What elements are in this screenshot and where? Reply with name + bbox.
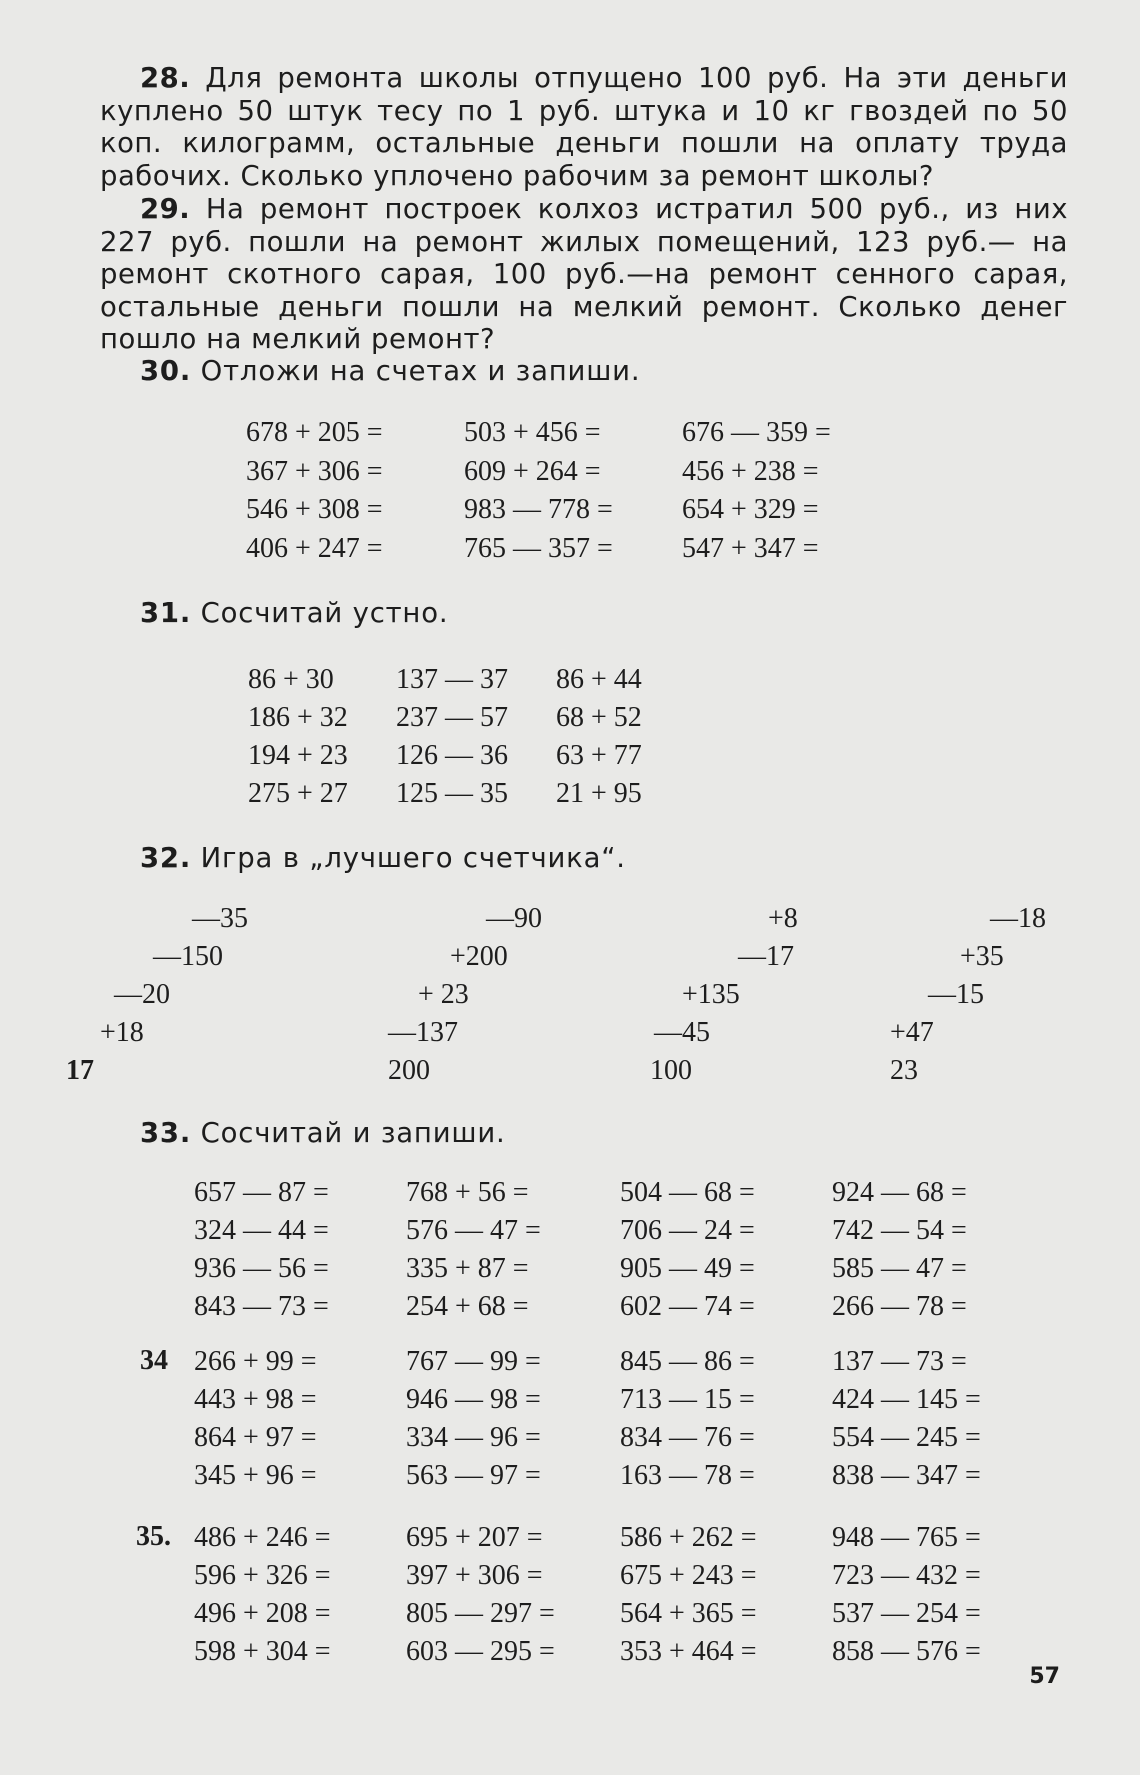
expression: 443 + 98 = (194, 1384, 317, 1415)
expression: 335 + 87 = (406, 1253, 529, 1284)
chain-start-number: 23 (890, 1055, 918, 1086)
expression-row (246, 414, 902, 453)
expression: 194 + 23 (248, 740, 348, 771)
expression-row (246, 491, 902, 530)
problem-28 (100, 62, 1068, 192)
expression: 936 — 56 = (194, 1253, 329, 1284)
expression: 503 + 456 = (464, 417, 601, 449)
expression: 21 + 95 (556, 778, 642, 809)
expression: 504 — 68 = (620, 1177, 755, 1208)
expression-row (194, 1381, 1042, 1419)
chain-step: +8 (768, 903, 798, 934)
problem-31-number: 31. (140, 597, 192, 629)
expression: 537 — 254 = (832, 1598, 981, 1629)
expression: 576 — 47 = (406, 1215, 541, 1246)
expression-row (194, 1633, 1042, 1671)
problem-32-heading (140, 842, 626, 874)
expression: 843 — 73 = (194, 1291, 329, 1322)
exercise-35-grid (194, 1519, 1042, 1671)
expression: 596 + 326 = (194, 1560, 331, 1591)
chain-step: —90 (486, 903, 542, 934)
expression-row (194, 1212, 1042, 1250)
problem-29-number: 29. (140, 193, 191, 225)
exercise-35-number: 35. (136, 1521, 171, 1552)
expression: 864 + 97 = (194, 1422, 317, 1453)
expression-row (194, 1595, 1042, 1633)
chain-step: +35 (960, 941, 1004, 972)
expression: 602 — 74 = (620, 1291, 755, 1322)
expression: 546 + 308 = (246, 494, 383, 526)
expression: 563 — 97 = (406, 1460, 541, 1491)
expression-row (194, 1288, 1042, 1326)
expression: 125 — 35 (396, 778, 508, 809)
expression: 678 + 205 = (246, 417, 383, 449)
chain-step: —15 (928, 979, 984, 1010)
expression: 496 + 208 = (194, 1598, 331, 1629)
expression: 834 — 76 = (620, 1422, 755, 1453)
expression: 676 — 359 = (682, 417, 831, 449)
expression: 564 + 365 = (620, 1598, 757, 1629)
expression: 713 — 15 = (620, 1384, 755, 1415)
expression: 424 — 145 = (832, 1384, 981, 1415)
exercise-33-grid (194, 1174, 1042, 1326)
problem-32-number: 32. (140, 842, 192, 874)
problem-30-number: 30. (140, 355, 192, 387)
expression: 858 — 576 = (832, 1636, 981, 1667)
expression: 275 + 27 (248, 778, 348, 809)
expression: 585 — 47 = (832, 1253, 967, 1284)
expression: 905 — 49 = (620, 1253, 755, 1284)
problem-33-heading (140, 1117, 506, 1149)
problem-33-number: 33. (140, 1117, 192, 1149)
expression: 68 + 52 (556, 702, 642, 733)
problem-33-title: Сосчитай и запиши. (200, 1117, 506, 1149)
expression-row (248, 737, 696, 775)
expression: 838 — 347 = (832, 1460, 981, 1491)
expression: 706 — 24 = (620, 1215, 755, 1246)
expression-row (194, 1557, 1042, 1595)
problem-28-text: Для ремонта школы отпущено 100 руб. На эти деньги куплено 50 штук тесу по 1 руб. штука и 10 кг гвоздей по 50 коп. килограмм, остальные деньги пошли на оплату труда рабочих. Сколько уплочено рабочим за ремонт школы? (100, 62, 1068, 192)
chain-step: —45 (654, 1017, 710, 1048)
expression: 86 + 44 (556, 664, 642, 695)
problem-32-title: Игра в „лучшего счетчика“. (200, 842, 626, 874)
expression-row (246, 530, 902, 569)
chain-step: +18 (100, 1017, 144, 1048)
expression: 367 + 306 = (246, 455, 383, 487)
expression: 163 — 78 = (620, 1460, 755, 1491)
expression-row (194, 1519, 1042, 1557)
chain-step: +47 (890, 1017, 934, 1048)
expression-row (248, 661, 696, 699)
problem-31-heading (140, 597, 448, 629)
exercise-30-grid (246, 414, 902, 568)
expression-row (194, 1250, 1042, 1288)
chain-start-number: 17 (66, 1055, 94, 1086)
exercise-31-grid (248, 661, 696, 813)
chain-start-number: 100 (650, 1055, 692, 1086)
expression: 554 — 245 = (832, 1422, 981, 1453)
expression: 353 + 464 = (620, 1636, 757, 1667)
expression: 186 + 32 (248, 702, 348, 733)
expression: 695 + 207 = (406, 1522, 543, 1553)
chain-step: —35 (192, 903, 248, 934)
expression: 86 + 30 (248, 664, 334, 695)
expression: 924 — 68 = (832, 1177, 967, 1208)
expression: 765 — 357 = (464, 532, 613, 564)
expression-row (248, 775, 696, 813)
expression: 946 — 98 = (406, 1384, 541, 1415)
exercise-34-grid (194, 1343, 1042, 1495)
problem-29-text: На ремонт построек колхоз истратил 500 руб., из них 227 руб. пошли на ремонт жилых помещений, 123 руб.— на ремонт скотного сарая, 100 руб.—на ремонт сенного сарая, остальные деньги пошли на мелкий ремонт. Сколько денег пошло на мелкий ремонт? (100, 193, 1069, 355)
chain-step: —150 (153, 941, 223, 972)
expression: 654 + 329 = (682, 494, 819, 526)
chain-step: —137 (388, 1017, 458, 1048)
expression: 324 — 44 = (194, 1215, 329, 1246)
chain-step: +135 (682, 979, 740, 1010)
problem-30-title: Отложи на счетах и запиши. (200, 355, 641, 387)
chain-step: —18 (990, 903, 1046, 934)
expression-row (248, 699, 696, 737)
expression: 63 + 77 (556, 740, 642, 771)
expression: 609 + 264 = (464, 455, 601, 487)
expression: 254 + 68 = (406, 1291, 529, 1322)
expression: 486 + 246 = (194, 1522, 331, 1553)
expression: 723 — 432 = (832, 1560, 981, 1591)
expression: 767 — 99 = (406, 1346, 541, 1377)
expression-row (194, 1419, 1042, 1457)
expression: 345 + 96 = (194, 1460, 317, 1491)
expression: 137 — 37 (396, 664, 508, 695)
expression: 547 + 347 = (682, 532, 819, 564)
expression: 456 + 238 = (682, 455, 819, 487)
chain-step: —17 (738, 941, 794, 972)
page-number: 57 (1029, 1664, 1060, 1689)
expression-row (194, 1457, 1042, 1495)
expression: 586 + 262 = (620, 1522, 757, 1553)
problem-29 (100, 193, 1068, 356)
chain-step: + 23 (418, 979, 469, 1010)
chain-step: +200 (450, 941, 508, 972)
expression: 983 — 778 = (464, 494, 613, 526)
expression: 397 + 306 = (406, 1560, 543, 1591)
expression: 948 — 765 = (832, 1522, 981, 1553)
problem-31-title: Сосчитай устно. (200, 597, 449, 629)
chain-step: —20 (114, 979, 170, 1010)
expression: 406 + 247 = (246, 532, 383, 564)
expression: 845 — 86 = (620, 1346, 755, 1377)
expression: 657 — 87 = (194, 1177, 329, 1208)
expression: 266 + 99 = (194, 1346, 317, 1377)
expression: 675 + 243 = (620, 1560, 757, 1591)
expression: 237 — 57 (396, 702, 508, 733)
expression: 598 + 304 = (194, 1636, 331, 1667)
expression-row (194, 1343, 1042, 1381)
chain-start-number: 200 (388, 1055, 430, 1086)
expression: 768 + 56 = (406, 1177, 529, 1208)
expression: 805 — 297 = (406, 1598, 555, 1629)
problem-28-number: 28. (140, 62, 191, 94)
expression: 742 — 54 = (832, 1215, 967, 1246)
expression: 126 — 36 (396, 740, 508, 771)
expression: 266 — 78 = (832, 1291, 967, 1322)
problem-30-heading (140, 355, 640, 387)
expression: 334 — 96 = (406, 1422, 541, 1453)
expression-row (246, 453, 902, 492)
expression: 137 — 73 = (832, 1346, 967, 1377)
expression-row (194, 1174, 1042, 1212)
expression: 603 — 295 = (406, 1636, 555, 1667)
exercise-34-number: 34 (140, 1345, 168, 1376)
